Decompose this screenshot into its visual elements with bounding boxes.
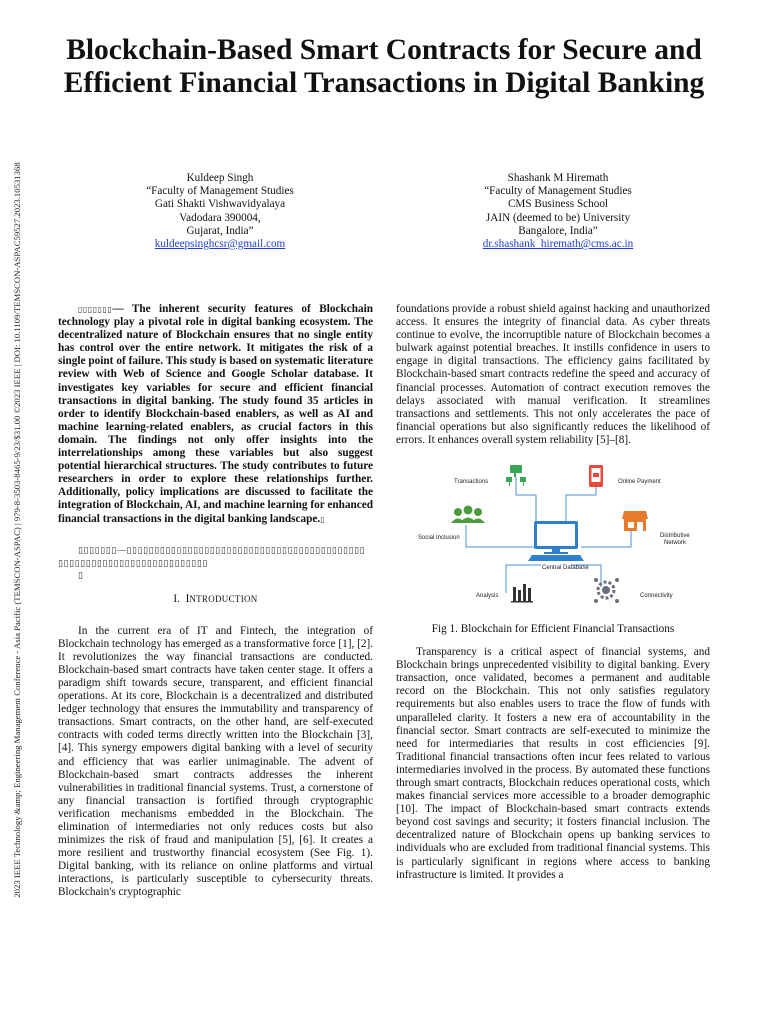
author-city: JAIN (deemed to be) University xyxy=(485,211,631,224)
left-column xyxy=(58,303,373,900)
intro-paragraph: In the current era of IT and Fintech, the integration of Blockchain technology has emerged as a transformative force [1], [2]. It revolutionizes the way financial transactions are conducted. Blockchain-based smart contracts have taken center stage. It offers a paradigm shift towards secure, transparent, and efficient financial operations. At its core, Blockchain is a decentralized and distributed ledger technology that ensures the immutability and transparency of transactions. Smart contracts, on the other hand, are self-executed contracts with coded terms directly written into the Blockchain [3], [4]. This synergy empowers digital banking with a level of security and efficiency that was earlier unimaginable. The advent of Blockchain-based smart contracts addresses the inherent vulnerabilities in traditional financial systems. Trust, a cornerstone of any financial transaction is fortified through cryptographic verification mechanisms embedded in the Blockchain. The elimination of intermediaries not only reduces costs but also minimizes the risk of fraud and manipulation [5], [6]. It creates a more resilient and trustworthy financial ecosystem (See Fig. 1). Digital banking, with its reliance on online platforms and virtual interactions, is particularly susceptible to cybersecurity threats. Blockchain's cryptographic xyxy=(58,624,373,899)
shop-icon xyxy=(622,511,648,531)
right-paragraph-bottom: Transparency is a critical aspect of financial systems, and Blockchain brings unprecedented visibility to digital banking. Every transaction, once validated, becomes a permanent and auditable record on the Blockchain. This not only satisfies regulatory requirements but also enables users to trace the flow of funds with unparalleled clarity. It fosters a new era of accountability in the financial sector. Smart contracts are self-executed to minimize the need for intermediaries that results in cost efficiencies [9]. Traditional financial transactions often incur fees related to various intermediaries involved in the process. By automated these functions through smart contracts, Blockchain reduces operational costs, which makes financial services more accessible to a broader demographic [10]. The impact of Blockchain-based smart contracts extends beyond cost savings and security; it fosters financial inclusion. The decentralized nature of Blockchain opens up banking services to individuals who are excluded from traditional financial systems. This is particularly significant in regions where access to banking infrastructure is limited. It provides a xyxy=(396,646,710,881)
author-institution: CMS Business School xyxy=(507,198,609,211)
gear-icon xyxy=(594,578,619,603)
author-email-link[interactable]: dr.shashank_hiremath@cms.ac.in xyxy=(482,238,634,251)
author-country: Gujarat, India” xyxy=(186,224,254,237)
label-social-inclusion: Social Inclusion xyxy=(418,535,460,542)
connector-social xyxy=(466,525,536,547)
keywords-line-1: ▯▯▯▯▯▯▯—▯▯▯▯▯▯▯▯▯▯▯▯▯▯▯▯▯▯▯▯▯▯▯▯▯▯▯▯▯▯▯▯▯▯▯▯▯▯▯▯▯▯▯ xyxy=(78,544,366,555)
analysis-icon xyxy=(511,584,533,603)
author-block-2 xyxy=(438,172,678,251)
side-citation-strip xyxy=(10,100,24,960)
connector-network xyxy=(581,531,631,547)
blockchain-diagram xyxy=(396,465,710,615)
people-icon xyxy=(451,506,485,524)
abstract xyxy=(58,303,373,526)
label-transactions: Transactions xyxy=(454,479,489,486)
figure-1 xyxy=(396,465,710,615)
figure-1-caption: Fig 1. Blockchain for Efficient Financial Transactions xyxy=(431,623,675,636)
keywords xyxy=(58,544,373,570)
author-city: Vadodara 390004, xyxy=(179,211,261,224)
author-country: Bangalore, India” xyxy=(518,224,598,237)
section-numeral: I. xyxy=(173,592,180,605)
label-central-database: Central Database xyxy=(542,565,589,572)
paper-title: Blockchain-Based Smart Contracts for Secure and Efficient Financial Transactions in Digital Banking xyxy=(63,34,705,99)
section-title-rest: NTRODUCTION xyxy=(189,593,258,604)
author-block-1 xyxy=(100,172,340,251)
abstract-end-glyph: ▯ xyxy=(320,514,326,524)
keywords-line-2: ▯▯▯▯▯▯▯▯▯▯▯▯▯▯▯▯▯▯▯▯▯▯▯▯▯▯▯ xyxy=(58,557,208,568)
connector-transactions xyxy=(516,477,536,531)
abstract-label-glyphs: ▯▯▯▯▯▯▯ xyxy=(78,305,113,314)
label-distributive-network-line1: Distributive xyxy=(660,533,690,540)
author-affiliation: “Faculty of Management Studies xyxy=(146,185,294,198)
author-name: Shashank M Hiremath xyxy=(507,172,609,184)
section-initial: I xyxy=(185,592,190,605)
right-paragraph-top: foundations provide a robust shield against hacking and unauthorized access. It ensures the integrity of financial data. As cyber threats continue to evolve, the incorruptible nature of Blockchain becomes a bulwark against potential breaches. It instills confidence in users to engage in digital transactions. The efficiency gains facilitated by Blockchain-based smart contracts redefine the speed and accuracy of financial processes. Automation of contract execution removes the delays associated with manual verification. It streamlines transactions and settlements. This not only accelerates the pace of financial operations but also significantly reduces the likelihood of errors. It enhances overall system reliability [5]–[8]. xyxy=(396,303,710,446)
author-institution: Gati Shakti Vishwavidyalaya xyxy=(154,198,286,211)
author-affiliation: “Faculty of Management Studies xyxy=(484,185,632,198)
author-name: Kuldeep Singh xyxy=(186,172,254,184)
label-distributive-network-line2: Network xyxy=(664,540,687,547)
label-online-payment: Online Payment xyxy=(618,479,661,486)
keywords-end-mark: ▯ xyxy=(78,569,83,580)
phone-icon xyxy=(589,465,603,487)
side-citation-text: 2023 IEEE Technology &amp; Engineering Management Conference - Asia Pacific (TEMSCON-ASPAC) | 979-8-3503-8465-9/23/$31.00 ©2023 IEEE | DOI: 10.1109/TEMSCON-ASPAC59527.2023.10531368 xyxy=(12,162,22,898)
monitor-icon xyxy=(528,521,584,561)
right-column xyxy=(396,303,710,882)
label-connectivity: Connectivity xyxy=(640,593,673,600)
author-email-link[interactable]: kuldeepsinghcsr@gmail.com xyxy=(154,238,286,251)
section-heading-introduction xyxy=(58,593,373,605)
abstract-text: — The inherent security features of Blockchain technology play a pivotal role in digital banking ecosystem. The decentralized nature of Blockchain ensures that no single entity has control over the entire network. It mitigates the risk of a single point of failure. This study is based on systematic literature review with Web of Science and Google Scholar database. It investigates key variables for secure and efficient financial transactions in digital banking. The study found 35 articles in order to identify Blockchain-based enablers, as well as AI and machine learning-related enablers, as crucial factors in this domain. The findings not only offer insights into the interrelationships among these variables but also suggest potential hierarchical structures. The study contributes to future researchers in order to explore these relationships further. Additionally, policy implications are discussed to facilitate the integration of Blockchain, AI, and machine learning for enhanced financial transactions in the digital banking landscape. xyxy=(58,303,373,525)
label-analysis: Analysis xyxy=(476,593,499,600)
